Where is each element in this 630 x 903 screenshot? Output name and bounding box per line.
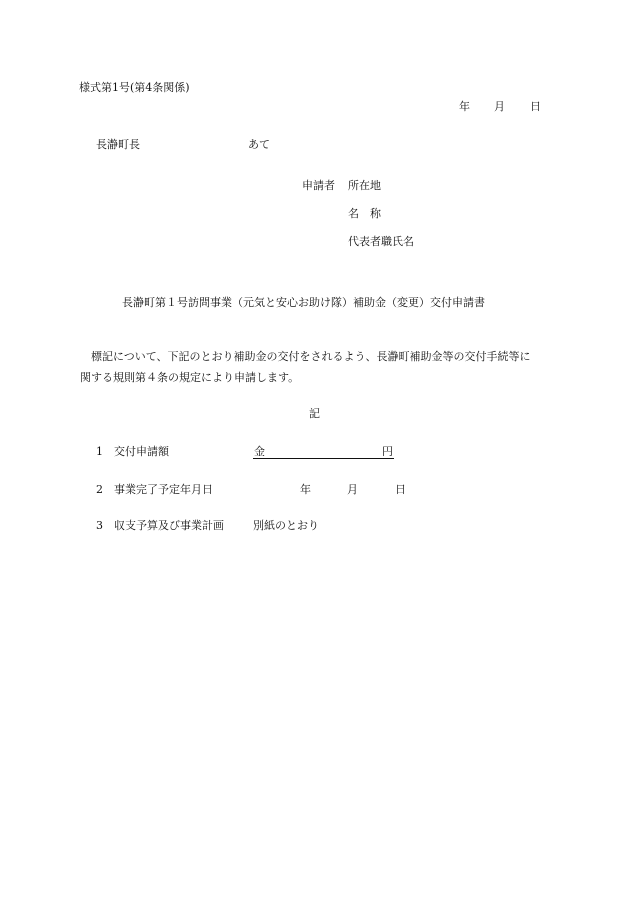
item-2-number: 2: [96, 483, 103, 496]
addressee-name: 長瀞町長: [96, 138, 140, 151]
applicant-name-label: 名 称: [348, 207, 381, 220]
item-2-label: 事業完了予定年月日: [114, 483, 213, 496]
applicant-address-label: 所在地: [348, 179, 381, 192]
form-number: 様式第1号(第4条関係): [79, 81, 190, 94]
applicant-representative-label: 代表者職氏名: [348, 235, 414, 248]
item-3-number: 3: [96, 519, 103, 532]
body-text-line-1: 標記について、下記のとおり補助金の交付をされるよう、長瀞町補助金等の交付手続等に: [80, 350, 531, 363]
item-1-label: 交付申請額: [114, 445, 169, 458]
applicant-label: 申請者: [302, 179, 335, 192]
addressee-suffix: あて: [248, 138, 270, 151]
body-text-line-2: 関する規則第４条の規定により申請します。: [80, 371, 300, 384]
date-day-label: 日: [530, 100, 541, 113]
completion-date-day: 日: [395, 483, 406, 496]
completion-date-year: 年: [300, 483, 311, 496]
item-1-number: 1: [96, 445, 103, 458]
grant-amount-field: [253, 444, 394, 459]
item-3-label: 収支予算及び事業計画: [114, 519, 224, 532]
document-title: 長瀞町第１号訪問事業（元気と安心お助け隊）補助金（変更）交付申請書: [122, 296, 485, 309]
grant-amount-suffix: 円: [382, 445, 393, 458]
item-3-value: 別紙のとおり: [253, 519, 319, 532]
date-month-label: 月: [494, 100, 505, 113]
grant-amount-prefix: 金: [254, 445, 265, 458]
completion-date-month: 月: [347, 483, 358, 496]
date-year-label: 年: [459, 100, 470, 113]
ki-heading: 記: [309, 407, 320, 420]
